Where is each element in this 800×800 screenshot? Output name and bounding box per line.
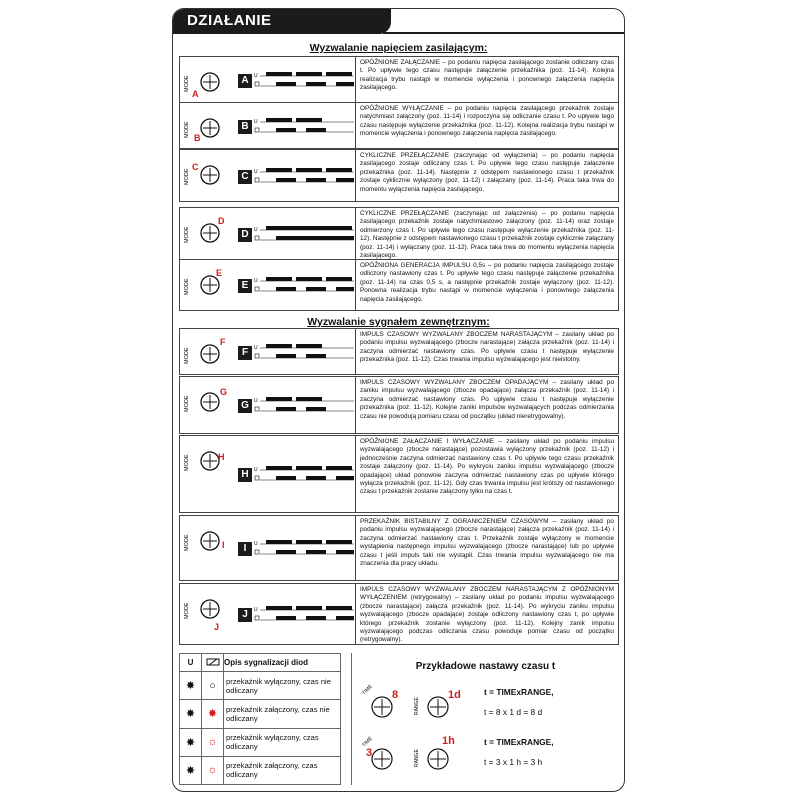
mode-dial-icon: [182, 60, 228, 104]
led-relay-icon: ☼: [202, 728, 224, 756]
example-2-range-value: 1h: [442, 735, 455, 747]
range-dial-icon: [414, 697, 448, 717]
led-header-relay-icon: [202, 654, 224, 672]
section-title-supply: Wyzwalanie napięciem zasilającym:: [309, 42, 488, 54]
time-examples: [351, 653, 619, 785]
mode-letter-badge: G: [238, 399, 252, 413]
led-relay-icon: ☼: [202, 756, 224, 784]
mode-row-c: [179, 149, 619, 202]
mode-description: IMPULS CZASOWY WYZWALANY ZBOCZEM NARASTAJĄCYM – zasilany układ po podaniu impulsu wyzwalającego (zbocze narastające) załącza przekaźnik (poz. 11-14) i zaczyna odmierzać nastawiony czas. Po upływie czasu t następuje wyłączenie przekaźnika (poz. 11-12). Czas trwania impulsu wyzwalającego jest nieistotny.: [360, 331, 614, 364]
mode-letter-badge: F: [238, 346, 252, 360]
timing-diagram-icon: [254, 166, 354, 188]
timing-diagram-icon: [254, 275, 354, 297]
example-2-dials: [360, 733, 478, 781]
mode-letter-badge: A: [238, 74, 252, 88]
mode-dial-icon: [182, 587, 228, 631]
mode-row-d: [179, 207, 619, 260]
timing-diagram-icon: [254, 224, 354, 246]
row-divider: [355, 377, 356, 433]
mode-letter-badge: J: [238, 608, 252, 622]
svg-text:U: U: [254, 541, 258, 547]
mode-dial-pointer-letter: B: [194, 133, 201, 143]
row-divider: [355, 260, 356, 310]
svg-text:MODE: MODE: [184, 168, 190, 185]
mode-dial-pointer-letter: D: [218, 216, 225, 226]
svg-text:U: U: [254, 398, 258, 404]
svg-text:MODE: MODE: [184, 395, 190, 412]
mode-dial-pointer-letter: C: [192, 162, 199, 172]
mode-row-a: [179, 56, 619, 103]
mode-dial-pointer-letter: F: [220, 337, 226, 347]
mode-row-e: [179, 259, 619, 311]
mode-letter-badge: H: [238, 468, 252, 482]
operation-sheet: [172, 8, 625, 792]
example-2-formula: t = 3 x 1 h = 3 h: [484, 757, 543, 767]
mode-row-f: [179, 328, 619, 375]
mode-description: PRZEKAŹNIK BISTABILNY Z OGRANICZENIEM CZASOWYM – zasilany układ po podaniu impulsu wyzwalającego (zbocze narastające) załącza przekaźnik (poz. 11-14) i zaczyna odmierzać nastawiony czas t. Przekaźnik zostaje wyłączony w momencie wystąpienia następnego impulsu wyzwalającego (zbocze narastające) lub po upływie czasu t jeśli impuls taki nie wystąpił. Czas trwania impulsu wyzwalającego nie ma znaczenia dla pracy układu.: [360, 518, 614, 568]
timing-diagram-icon: [254, 116, 354, 138]
svg-text:U: U: [254, 467, 258, 473]
mode-row-b: [179, 102, 619, 149]
led-header-desc: Opis sygnalizacji diod: [224, 654, 341, 672]
example-1-time-value: 8: [392, 689, 399, 701]
mode-dial-pointer-letter: H: [218, 452, 225, 462]
mode-dial-icon: [182, 106, 228, 150]
svg-text:U: U: [254, 73, 258, 79]
led-desc: przekaźnik załączony, czas nie odliczany: [224, 700, 341, 728]
mode-description: OPÓŹNIONE ZAŁĄCZANIE I WYŁĄCZANIE – zasilany układ po podaniu impulsu wyzwalającego (zbocze narastające) pozostawia wyłączony przekaźnik (poz. 11-12) i jednocześnie zaczyna odmierzać nastawiony czas t. Po upływie tego czasu przekaźnik zostaje załączony (poz. 11-14). Po wykryciu zaniku impulsu wyzwalającego (zbocze opadające) układ ponownie zaczyna odmierzać nastawiony czas po upływie którego wyłącza przekaźnik (poz. 11-12). Gdy czas trwania impulsu jest krótszy od nastawionego czasu t przekaźnik zostanie załączony tylko na czas t.: [360, 438, 614, 496]
row-divider: [355, 516, 356, 580]
mode-dial-pointer-letter: E: [216, 268, 223, 278]
timing-diagram-icon: [254, 538, 354, 560]
row-divider: [355, 57, 356, 102]
timing-diagram-icon: [254, 70, 354, 92]
led-signal-table: [179, 653, 341, 785]
range-dial-icon: [414, 749, 448, 769]
svg-text:MODE: MODE: [184, 121, 190, 138]
mode-description: CYKLICZNE PRZEŁĄCZANIE (zaczynając od załączenia) – po podaniu napięcia zasilającego przekaźnik zostaje natychmiastowo załączony (poz. 11-14) oraz zostaje odmierzony czas t. Po upływie tego czasu następuje wyłączenie przekaźnika (poz. 11-12). Następnie z odstępem nastawionego czasu t przekaźnik zostaje cyklicznie załączany (poz. 11-14) i wyłączany (poz. 11-12). Praca taka trwa do momentu wyłączenia napięcia zasilającego.: [360, 210, 614, 260]
mode-letter-badge: E: [238, 279, 252, 293]
timing-diagram-icon: [254, 395, 354, 417]
svg-text:MODE: MODE: [184, 534, 190, 551]
svg-text:MODE: MODE: [184, 226, 190, 243]
svg-text:MODE: MODE: [184, 278, 190, 295]
led-desc: przekaźnik załączony, czas odliczany: [224, 756, 341, 784]
led-u-icon: ✸: [180, 728, 202, 756]
led-relay-icon: ✸: [202, 700, 224, 728]
timing-diagram-icon: [254, 464, 354, 486]
mode-description: OPÓŹNIONA GENERACJA IMPULSU 0,5s – po podaniu napięcia zasilającego zostaje odliczony nastawiony czas t. Po upływie tego czasu następuje załączenie przekaźnika (poz. 11-14) na czas 0,5 s, a następnie przekaźnik zostaje wyłączony (poz. 11-12). Ponowna realizacja trybu nastąpi w momencie wyłączenia i ponownego załączenia napięcia zasilającego.: [360, 262, 614, 303]
bottom-area: [179, 653, 619, 787]
example-2-formula-title: t = TIMExRANGE,: [484, 737, 554, 747]
mode-letter-badge: C: [238, 170, 252, 184]
svg-text:TIME: TIME: [361, 735, 374, 749]
mode-description: CYKLICZNE PRZEŁĄCZANIE (zaczynając od wyłączenia) – po podaniu napięcia zasilającego zostaje odliczany czas t. Po upływie tego czasu następuje załączenie przekaźnika (poz. 11-14). Następnie z odstępem nastawionego czasu t przekaźnik zostaje cyklicznie wyłączony (poz. 11-12) i załączany (poz. 11-14). Praca taka trwa do momentu wyłączenia napięcia zasilającego.: [360, 152, 614, 193]
svg-text:MODE: MODE: [184, 602, 190, 619]
row-divider: [355, 208, 356, 259]
svg-text:MODE: MODE: [184, 347, 190, 364]
led-u-icon: ✸: [180, 700, 202, 728]
mode-row-j: [179, 583, 619, 645]
row-divider: [355, 150, 356, 201]
row-divider: [355, 103, 356, 148]
header-divider: [383, 32, 624, 34]
mode-row-h: [179, 435, 619, 513]
led-desc: przekaźnik wyłączony, czas nie odliczany: [224, 672, 341, 700]
timing-diagram-icon: [254, 604, 354, 626]
mode-description: IMPULS CZASOWY WYZWALANY ZBOCZEM OPADAJĄCYM – zasilany układ po zaniku impulsu wyzwalającego (zbocze opadające) załącza przekaźnik (poz. 11-14) i zaczyna odmierzać nastawiony czas. Po upływie czasu t następuje wyłączenie przekaźnika (poz. 11-12). Kolejne zaniki impulsów wyzwalających podczas odmierzania czasu nie powodują pomiaru czasu od początku (układ nieretrygowalny).: [360, 379, 614, 420]
example-1-formula-title: t = TIMExRANGE,: [484, 687, 554, 697]
mode-dial-icon: [182, 153, 228, 197]
svg-text:U: U: [254, 119, 258, 125]
mode-letter-badge: I: [238, 542, 252, 556]
led-desc: przekaźnik wyłączony, czas odliczany: [224, 728, 341, 756]
svg-text:RANGE: RANGE: [414, 697, 420, 715]
svg-text:U: U: [254, 345, 258, 351]
mode-dial-pointer-letter: G: [220, 387, 228, 397]
mode-dial-pointer-letter: J: [214, 622, 220, 632]
svg-text:U: U: [254, 278, 258, 284]
svg-text:MODE: MODE: [184, 454, 190, 471]
svg-text:U: U: [254, 227, 258, 233]
led-u-icon: ✸: [180, 756, 202, 784]
mode-description: OPÓŹNIONE ZAŁĄCZANIE – po podaniu napięcia zasilającego zostanie odliczany czas t. Po upływie tego czasu następuje załączenie przekaźnika (poz. 11-14). Kolejna realizacja trybu nastąpi w momencie wyłączenia i ponownego załączenia napięcia zasilającego.: [360, 59, 614, 92]
svg-text:RANGE: RANGE: [414, 749, 420, 767]
mode-letter-badge: D: [238, 228, 252, 242]
mode-dial-pointer-letter: I: [222, 540, 225, 550]
time-dial-icon: [361, 683, 392, 717]
example-1-range-value: 1d: [448, 689, 461, 701]
mode-row-i: [179, 515, 619, 581]
svg-text:MODE: MODE: [184, 75, 190, 92]
led-relay-icon: ○: [202, 672, 224, 700]
example-2-time-value: 3: [366, 747, 373, 759]
timing-diagram-icon: [254, 342, 354, 364]
row-divider: [355, 436, 356, 512]
page-title: DZIAŁANIE: [173, 9, 391, 34]
led-header-u: U: [180, 654, 202, 672]
example-1-formula: t = 8 x 1 d = 8 d: [484, 707, 543, 717]
row-divider: [355, 329, 356, 374]
mode-description: OPÓŹNIONE WYŁĄCZANIE – po podaniu napięcia zasilającego przekaźnik zostaje natychmiast załączony (poz. 11-14) i rozpoczyna się odliczanie czasu t. Po upływie tego czasu następuje wyłączenie przekaźnika (poz. 11-12). Kolejna realizacja trybu nastąpi w momencie wyłączenia i ponownego załączenia napięcia zasilającego.: [360, 105, 614, 138]
mode-row-g: [179, 376, 619, 434]
svg-text:TIME: TIME: [361, 683, 374, 697]
svg-text:U: U: [254, 607, 258, 613]
mode-letter-badge: B: [238, 120, 252, 134]
led-u-icon: ✸: [180, 672, 202, 700]
svg-text:U: U: [254, 169, 258, 175]
mode-dial-pointer-letter: A: [192, 89, 199, 99]
mode-description: IMPULS CZASOWY WYZWALANY ZBOCZEM NARASTAJĄCYM Z OPÓŹNIONYM WYŁĄCZENIEM (retrygowalny) – zasilany układ po podaniu impulsu wyzwalającego (zbocze narastające) załącza przekaźnik (poz. 11-14). Po wykryciu zaniku impulsu wyzwalającego (zbocze opadające) zostaje odliczony nastawiony czas t, po upływie którego przekaźnik zostanie wyłączony (poz. 11-12). Kolejny zanik impulsu wyzwalającego podczas odliczania czasu powoduje pomiar czasu od początku (retrygowalny).: [360, 586, 614, 644]
row-divider: [355, 584, 356, 644]
section-title-signal: Wyzwalanie sygnałem zewnętrznym:: [307, 316, 490, 328]
examples-title: Przykładowe nastawy czasu t: [415, 661, 556, 672]
